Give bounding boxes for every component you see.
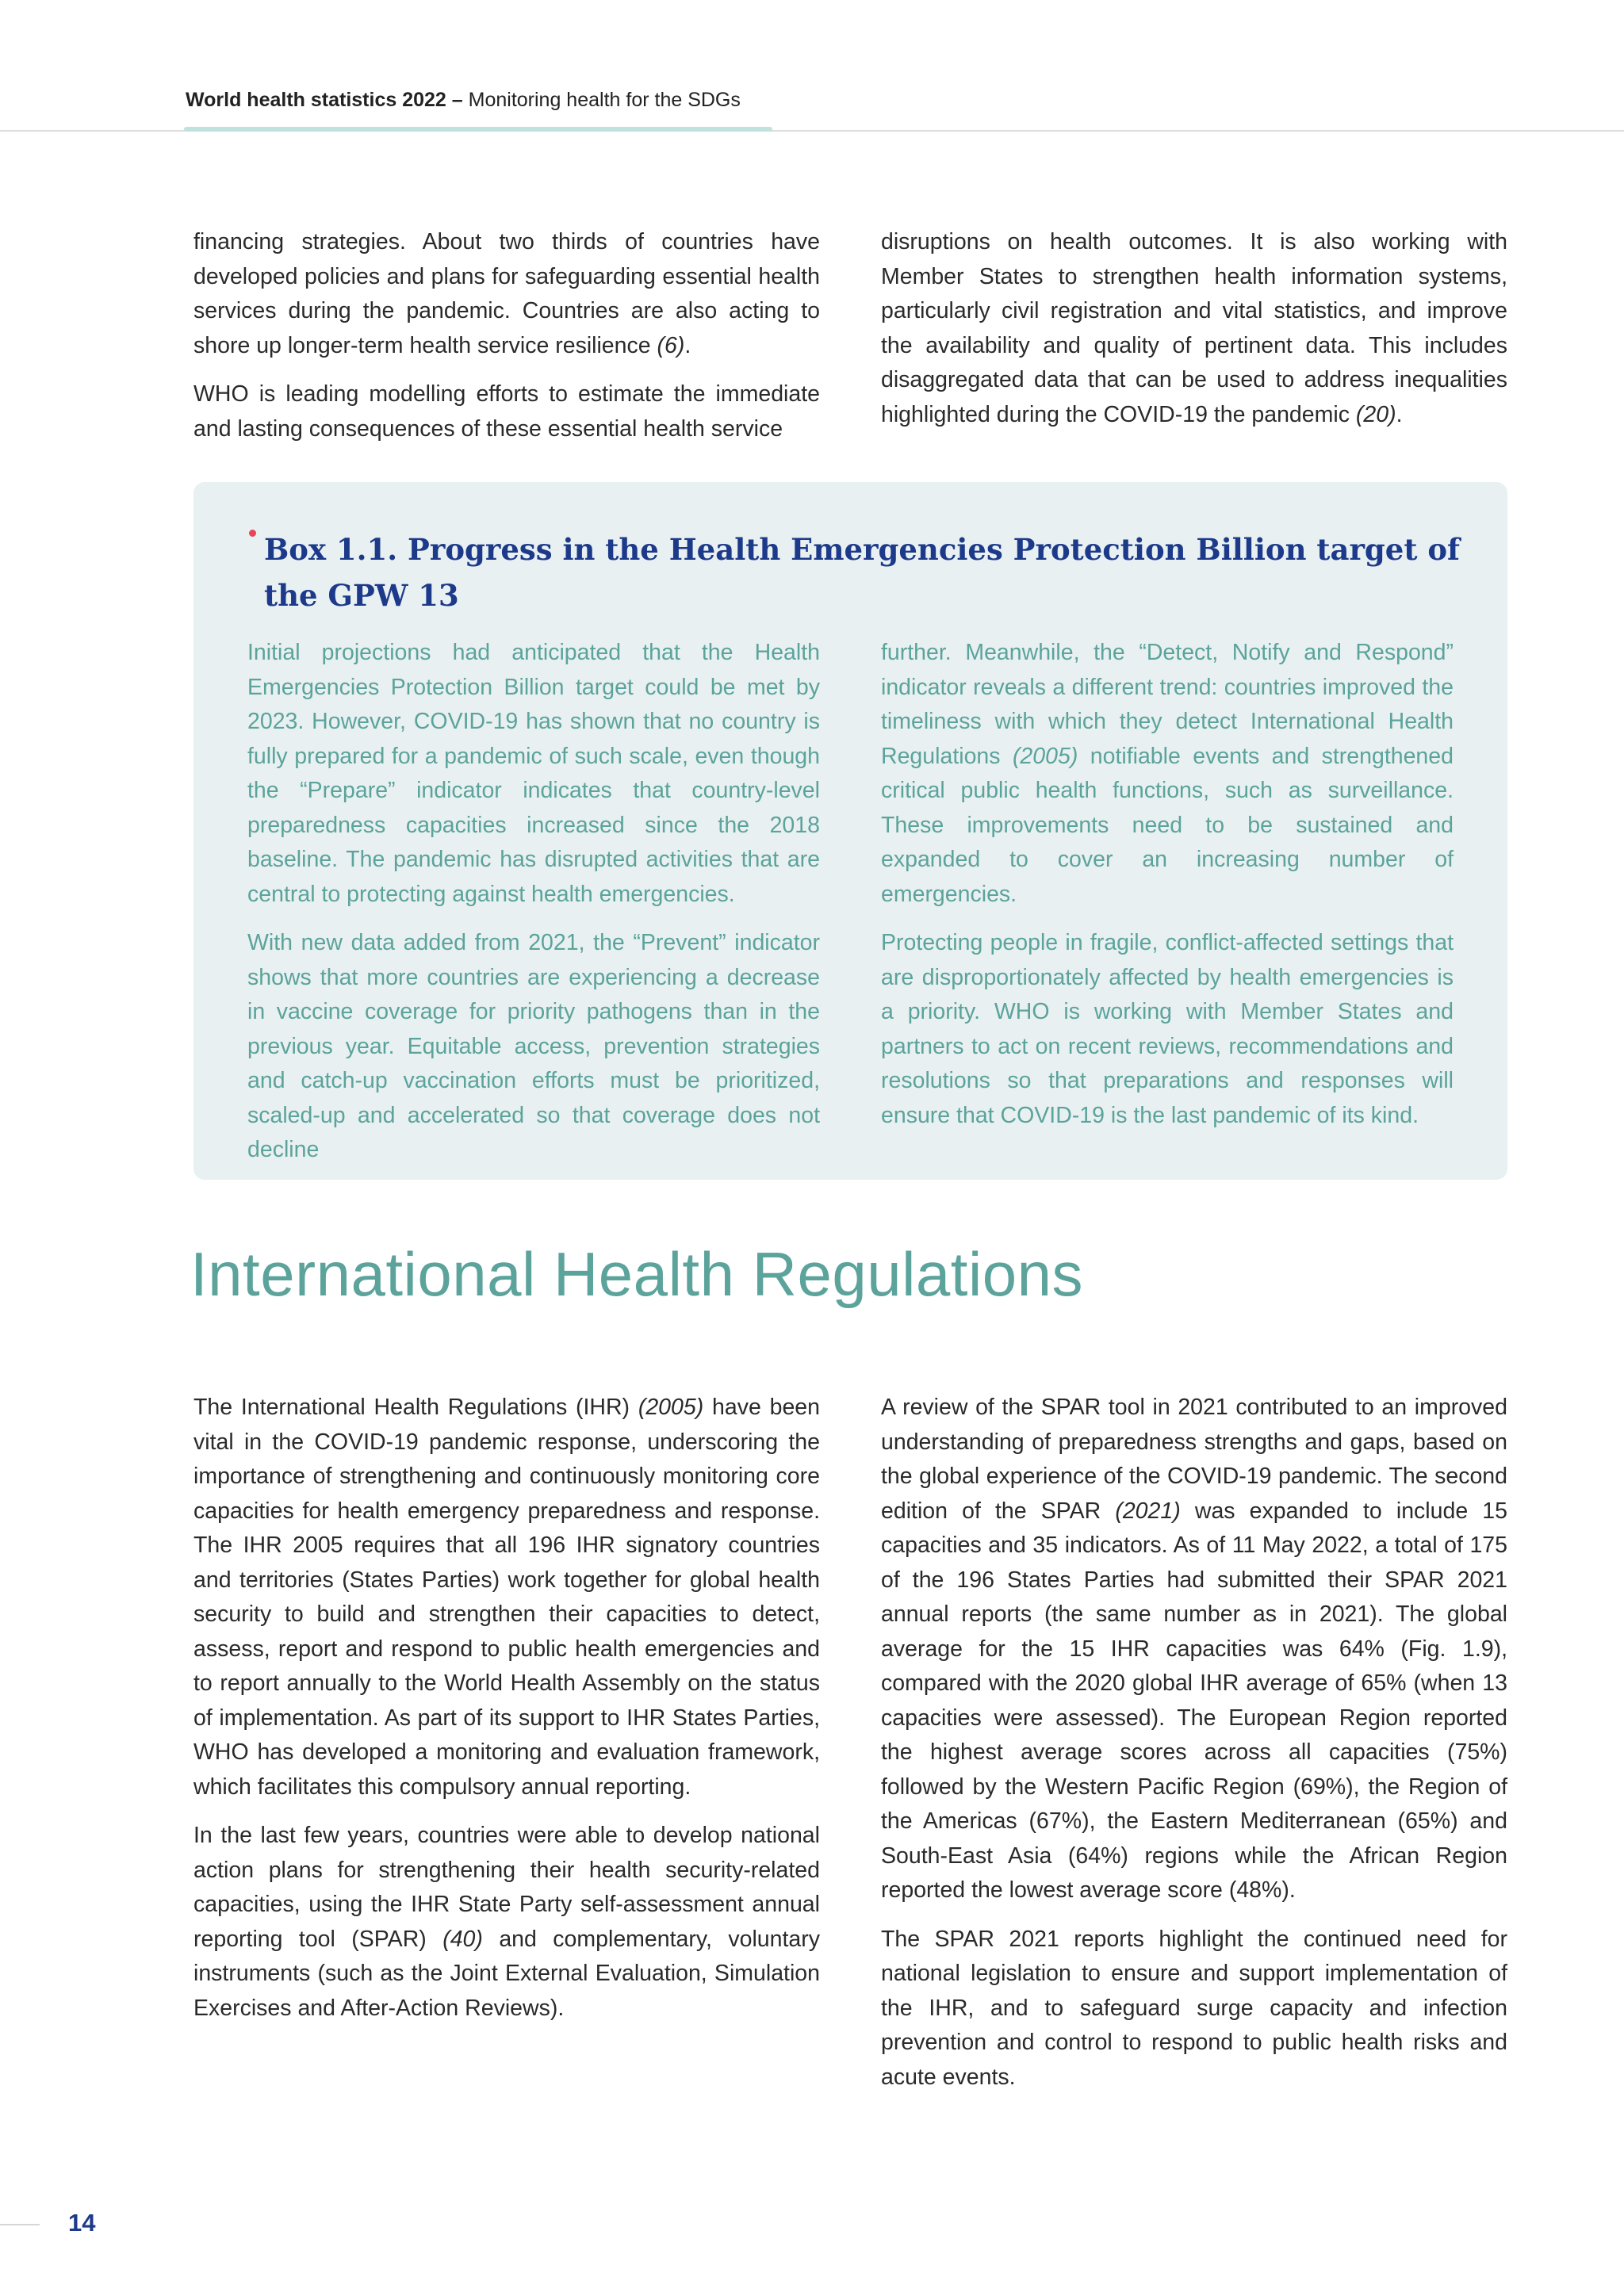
paragraph: disruptions on health outcomes. It is also working with Member States to strengthen health information systems, particularly civil registration and vital statistics, and improve the availability and quality of pertinent data. This includes disaggregated data that can be used to address inequalities highlighted during the COVID-19 the pandemic (20).	[881, 229, 1507, 427]
paragraph: Initial projections had anticipated that the Health Emergencies Protection Billion target could be met by 2023. However, COVID-19 has shown that no country is fully prepared for a pandemic of such scale, even though the “Prepare” indicator indicates that country-level preparedness capacities increased since the 2018 baseline. The pandemic has disrupted activities that are central to protecting against health emergencies.	[247, 640, 820, 907]
running-header	[186, 89, 741, 112]
top-left-column	[193, 225, 820, 461]
box-left-column	[247, 636, 820, 1182]
page-number: 14	[68, 2209, 96, 2237]
citation: (6)	[657, 332, 685, 358]
box-right-column	[881, 636, 1454, 1147]
citation: (2021)	[1115, 1498, 1181, 1524]
paragraph: The SPAR 2021 reports highlight the continued need for national legislation to ensure and support implementation of the IHR, and to safeguard surge capacity and infection prevention and control to respond to public health risks and acute events.	[881, 1926, 1507, 2090]
citation: (20)	[1355, 401, 1396, 427]
header-accent-bar	[184, 127, 772, 132]
section-left-column	[193, 1391, 820, 2040]
paragraph: With new data added from 2021, the “Prevent” indicator shows that more countries are experiencing a decrease in vaccine coverage for priority pathogens than in the previous year. Equitable access, prevention strategies and catch-up vaccination efforts must be prioritized, scaled-up and accelerated so that coverage does not decline	[247, 930, 820, 1162]
paragraph: A review of the SPAR tool in 2021 contributed to an improved understanding of preparedness strengths and gaps, based on the global experience of the COVID-19 pandemic. The second edition of the SPAR (2021) was expanded to include 15 capacities and 35 indicators. As of 11 May 2022, a total of 175 of the 196 States Parties had submitted their SPAR 2021 annual reports (the same number as in 2021). The global average for the 15 IHR capacities was 64% (Fig. 1.9), compared with the 2020 global IHR average of 65% (when 13 capacities were assessed). The European Region reported the highest average scores across all capacities (75%) followed by the Western Pacific Region (69%), the Region of the Americas (67%), the Eastern Mediterranean (65%) and South-East Asia (64%) regions while the African Region reported the lowest average score (48%).	[881, 1395, 1507, 1903]
citation: (2005)	[638, 1395, 704, 1420]
paragraph: WHO is leading modelling efforts to estimate the immediate and lasting consequences of these essential health service	[193, 381, 820, 442]
paragraph: Protecting people in fragile, conflict-affected settings that are disproportionately affected by health emergencies is a priority. WHO is working with Member States and partners to act on recent reviews, recommendations and resolutions so that preparations and responses will ensure that COVID-19 is the last pandemic of its kind.	[881, 930, 1454, 1128]
section-right-column	[881, 1391, 1507, 2109]
citation: (2005)	[1012, 743, 1078, 769]
header-title: World health statistics 2022	[186, 89, 446, 111]
header-separator: –	[451, 89, 463, 111]
section-title: International Health Regulations	[190, 1239, 1084, 1309]
citation: (40)	[442, 1926, 483, 1952]
top-right-column	[881, 225, 1507, 446]
box-title: Box 1.1. Progress in the Health Emergencies Protection Billion target of the GPW 13	[264, 532, 1460, 613]
paragraph: The International Health Regulations (IHR) (2005) have been vital in the COVID-19 pandemic response, underscoring the importance of strengthening and continuously monitoring core capacities for health emergency preparedness and response. The IHR 2005 requires that all 196 IHR signatory countries and territories (States Parties) work together for global health security to build and strengthen their capacities to detect, assess, report and respond to public health emergencies and to report annually to the World Health Assembly on the status of implementation. As part of its support to IHR States Parties, WHO has developed a monitoring and evaluation framework, which facilitates this compulsory annual reporting.	[193, 1395, 820, 1800]
paragraph: In the last few years, countries were able to develop national action plans for strengthening their health security-related capacities, using the IHR State Party self-assessment annual reporting tool (SPAR) (40) and complementary, voluntary instruments (such as the Joint External Evaluation, Simulation Exercises and After-Action Reviews).	[193, 1823, 821, 2021]
paragraph: further. Meanwhile, the “Detect, Notify and Respond” indicator reveals a different trend: countries improved the timeliness with which they detect International Health Regulations (2005) notifiable events and strengthened critical public health functions, such as surveillance. These improvements need to be sustained and expanded to cover an increasing number of emergencies.	[881, 640, 1454, 907]
footer-rule	[0, 2224, 40, 2225]
header-subtitle: Monitoring health for the SDGs	[468, 89, 741, 111]
paragraph: financing strategies. About two thirds of countries have developed policies and plans for safeguarding essential health services during the pandemic. Countries are also acting to shore up longer-term health service resilience (6).	[193, 229, 820, 358]
bullet-dot-icon	[249, 530, 256, 537]
